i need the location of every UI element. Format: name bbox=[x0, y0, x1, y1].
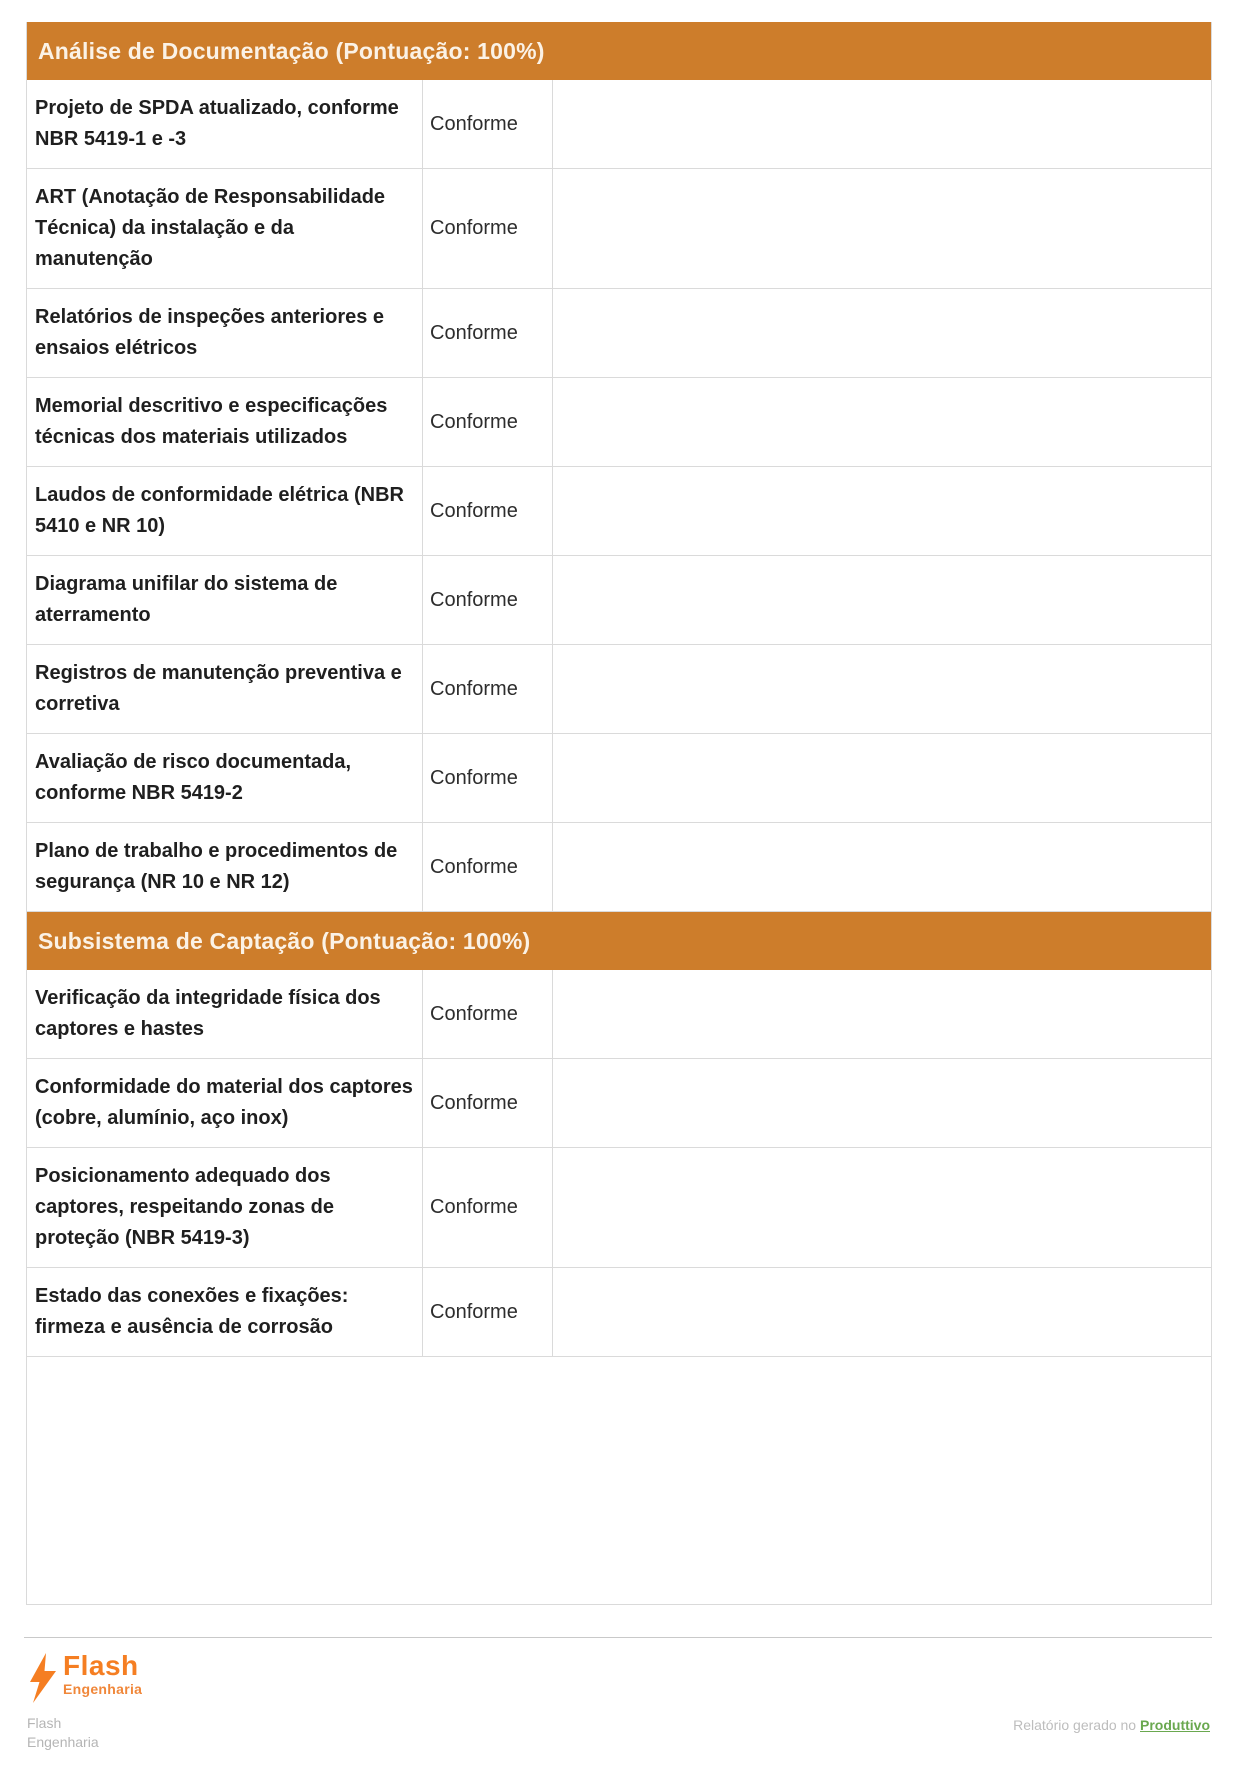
item-status: Conforme bbox=[423, 378, 553, 466]
item-status: Conforme bbox=[423, 1148, 553, 1267]
logo-text bbox=[63, 1652, 142, 1697]
lightning-bolt-icon bbox=[27, 1652, 59, 1704]
item-notes-empty bbox=[553, 1268, 1211, 1356]
footer-company-line2: Engenharia bbox=[27, 1734, 99, 1750]
item-label: ART (Anotação de Responsabilidade Técnica) da instalação e da manutenção bbox=[27, 169, 423, 288]
item-status: Conforme bbox=[423, 289, 553, 377]
item-label: Diagrama unifilar do sistema de aterramento bbox=[27, 556, 423, 644]
item-status: Conforme bbox=[423, 823, 553, 911]
item-status: Conforme bbox=[423, 556, 553, 644]
item-status: Conforme bbox=[423, 1268, 553, 1356]
footer-divider bbox=[24, 1637, 1212, 1638]
checklist-row bbox=[27, 1148, 1211, 1268]
item-notes-empty bbox=[553, 378, 1211, 466]
checklist-row bbox=[27, 970, 1211, 1059]
footer-bottom bbox=[27, 1714, 1210, 1752]
report-credit-text: Relatório gerado no bbox=[1013, 1717, 1140, 1733]
item-status: Conforme bbox=[423, 970, 553, 1058]
report-page bbox=[0, 22, 1240, 1777]
flash-logo bbox=[27, 1652, 1240, 1704]
item-notes-empty bbox=[553, 80, 1211, 168]
item-status: Conforme bbox=[423, 467, 553, 555]
checklist-row bbox=[27, 1268, 1211, 1357]
footer-company-line1: Flash bbox=[27, 1715, 62, 1731]
item-notes-empty bbox=[553, 823, 1211, 911]
item-notes-empty bbox=[553, 645, 1211, 733]
item-label: Laudos de conformidade elétrica (NBR 5410 e NR 10) bbox=[27, 467, 423, 555]
item-status: Conforme bbox=[423, 645, 553, 733]
item-notes-empty bbox=[553, 1148, 1211, 1267]
item-notes-empty bbox=[553, 467, 1211, 555]
item-label: Registros de manutenção preventiva e corretiva bbox=[27, 645, 423, 733]
item-label: Relatórios de inspeções anteriores e ensaios elétricos bbox=[27, 289, 423, 377]
item-notes-empty bbox=[553, 556, 1211, 644]
checklist-row bbox=[27, 80, 1211, 169]
item-notes-empty bbox=[553, 734, 1211, 822]
item-label: Estado das conexões e fixações: firmeza e ausência de corrosão bbox=[27, 1268, 423, 1356]
checklist-row bbox=[27, 169, 1211, 289]
checklist-row bbox=[27, 556, 1211, 645]
item-notes-empty bbox=[553, 289, 1211, 377]
item-status: Conforme bbox=[423, 80, 553, 168]
item-notes-empty bbox=[553, 169, 1211, 288]
section-header: Análise de Documentação (Pontuação: 100%) bbox=[27, 22, 1211, 80]
item-label: Conformidade do material dos captores (cobre, alumínio, aço inox) bbox=[27, 1059, 423, 1147]
item-status: Conforme bbox=[423, 1059, 553, 1147]
checklist-row bbox=[27, 378, 1211, 467]
item-notes-empty bbox=[553, 1059, 1211, 1147]
logo-brand-text: Flash bbox=[63, 1650, 139, 1681]
logo-tagline: Engenharia bbox=[63, 1681, 143, 1697]
checklist-row bbox=[27, 823, 1211, 912]
item-label: Verificação da integridade física dos captores e hastes bbox=[27, 970, 423, 1058]
produttivo-link[interactable]: Produttivo bbox=[1140, 1717, 1210, 1733]
item-label: Plano de trabalho e procedimentos de segurança (NR 10 e NR 12) bbox=[27, 823, 423, 911]
item-label: Posicionamento adequado dos captores, respeitando zonas de proteção (NBR 5419-3) bbox=[27, 1148, 423, 1267]
report-credit bbox=[1013, 1717, 1210, 1733]
item-label: Avaliação de risco documentada, conforme NBR 5419-2 bbox=[27, 734, 423, 822]
item-status: Conforme bbox=[423, 734, 553, 822]
item-label: Projeto de SPDA atualizado, conforme NBR 5419-1 e -3 bbox=[27, 80, 423, 168]
section-header: Subsistema de Captação (Pontuação: 100%) bbox=[27, 912, 1211, 970]
item-notes-empty bbox=[553, 970, 1211, 1058]
footer-company-name bbox=[27, 1714, 99, 1752]
checklist-row bbox=[27, 1059, 1211, 1148]
item-label: Memorial descritivo e especificações técnicas dos materiais utilizados bbox=[27, 378, 423, 466]
checklist-row bbox=[27, 645, 1211, 734]
checklist-row bbox=[27, 467, 1211, 556]
checklist-row bbox=[27, 289, 1211, 378]
checklist-table bbox=[26, 22, 1212, 1605]
checklist-row bbox=[27, 734, 1211, 823]
item-status: Conforme bbox=[423, 169, 553, 288]
